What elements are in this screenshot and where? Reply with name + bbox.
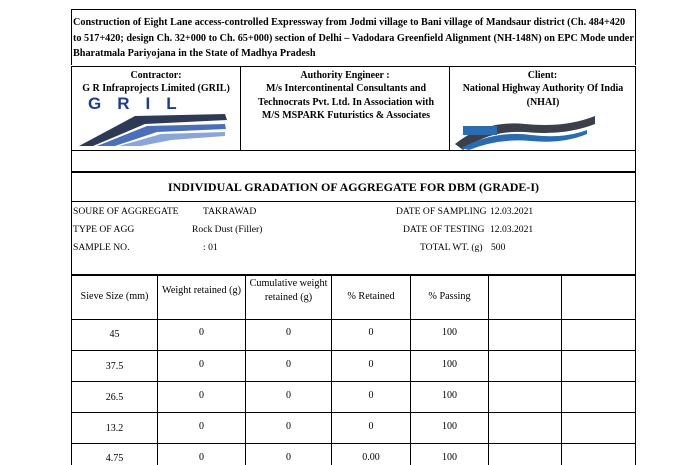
table-row-divider bbox=[71, 412, 636, 413]
cell-percent-retained: 0.00 bbox=[362, 452, 380, 463]
nhai-logo-text: NHAI bbox=[466, 127, 486, 136]
cell-percent-passing: 100 bbox=[442, 452, 457, 463]
report-title: INDIVIDUAL GRADATION OF AGGREGATE FOR DBM (GRADE-I) bbox=[167, 180, 540, 194]
table-row-divider bbox=[71, 319, 636, 320]
testing-date-value: 12.03.2021 bbox=[490, 224, 534, 235]
cell-sieve-size: 13.2 bbox=[105, 423, 124, 434]
cell-sieve-size: 4.75 bbox=[105, 453, 124, 464]
engineer-name: M/s Intercontinental Consultants and Technocrats Pvt. Ltd. In Association with M/S MSPARK Futuristics & Associates bbox=[257, 83, 435, 121]
table-col-divider bbox=[488, 275, 489, 465]
table-row-divider bbox=[71, 381, 636, 382]
cell-percent-passing: 100 bbox=[442, 359, 457, 370]
type-label: TYPE OF AGG bbox=[73, 224, 135, 235]
table-col-divider bbox=[561, 275, 562, 465]
client-name: National Highway Authority Of India (NHAI) bbox=[462, 83, 624, 108]
cell-percent-passing: 100 bbox=[442, 421, 457, 432]
testing-date-label: DATE OF TESTING bbox=[403, 224, 485, 235]
blank-row bbox=[71, 150, 636, 172]
header-sieve-size: Sieve Size (mm) bbox=[80, 291, 149, 302]
total-weight-label: TOTAL WT. (g) bbox=[420, 242, 483, 253]
sampling-date-value: 12.03.2021 bbox=[490, 206, 534, 217]
contractor-heading: Contractor: bbox=[130, 70, 182, 81]
source-value: TAKRAWAD bbox=[203, 206, 257, 217]
type-value: Rock Dust (Filler) bbox=[192, 224, 263, 235]
cell-cumulative-weight: 0 bbox=[286, 359, 291, 370]
header-percent-retained: % Retained bbox=[347, 291, 395, 302]
table-row-divider bbox=[71, 350, 636, 351]
cell-weight-retained: 0 bbox=[199, 421, 204, 432]
source-label: SOURE OF AGGREGATE bbox=[73, 206, 179, 217]
contractor-name: G R Infraprojects Limited (GRIL) bbox=[82, 83, 230, 94]
cell-percent-retained: 0 bbox=[368, 327, 374, 338]
engineer-heading: Authority Engineer : bbox=[300, 70, 390, 81]
client-heading: Client: bbox=[527, 70, 558, 81]
cell-percent-passing: 100 bbox=[442, 327, 457, 338]
cell-percent-retained: 0 bbox=[368, 421, 374, 432]
cell-cumulative-weight: 0 bbox=[286, 452, 291, 463]
cell-sieve-size: 26.5 bbox=[105, 392, 124, 403]
table-col-divider bbox=[157, 275, 158, 465]
header-percent-passing: % Passing bbox=[428, 291, 471, 302]
cell-cumulative-weight: 0 bbox=[286, 390, 291, 401]
total-weight-value: 500 bbox=[491, 242, 506, 253]
cell-sieve-size: 37.5 bbox=[105, 361, 124, 372]
gril-logo-text: GRIL bbox=[88, 94, 193, 113]
sample-label: SAMPLE NO. bbox=[73, 242, 130, 253]
cell-weight-retained: 0 bbox=[199, 390, 204, 401]
cell-percent-retained: 0 bbox=[368, 359, 374, 370]
cell-weight-retained: 0 bbox=[199, 327, 204, 338]
cell-cumulative-weight: 0 bbox=[286, 421, 291, 432]
cell-sieve-size: 45 bbox=[109, 329, 120, 340]
table-row-divider bbox=[71, 443, 636, 444]
cell-percent-retained: 0 bbox=[368, 390, 374, 401]
sample-value: : 01 bbox=[203, 242, 218, 253]
cell-weight-retained: 0 bbox=[199, 452, 204, 463]
project-description: Construction of Eight Lane access-controlled Expressway from Jodmi village to Bani village of Mandsaur district (Ch. 484+420 to 517+420; design Ch. 32+000 to Ch. 65+000) section of Delhi – Vadodara Greenfield Alignment (NH-148N) on EPC Mode under Bharatmala Pariyojana in the State of Madhya Pradesh bbox=[73, 17, 634, 59]
cell-cumulative-weight: 0 bbox=[286, 327, 291, 338]
sampling-date-label: DATE OF SAMPLING bbox=[396, 206, 487, 217]
header-cumulative-weight: Cumulative weight retained (g) bbox=[249, 278, 328, 303]
cell-weight-retained: 0 bbox=[199, 359, 204, 370]
cell-percent-passing: 100 bbox=[442, 390, 457, 401]
header-weight-retained: Weight retained (g) bbox=[162, 285, 241, 296]
